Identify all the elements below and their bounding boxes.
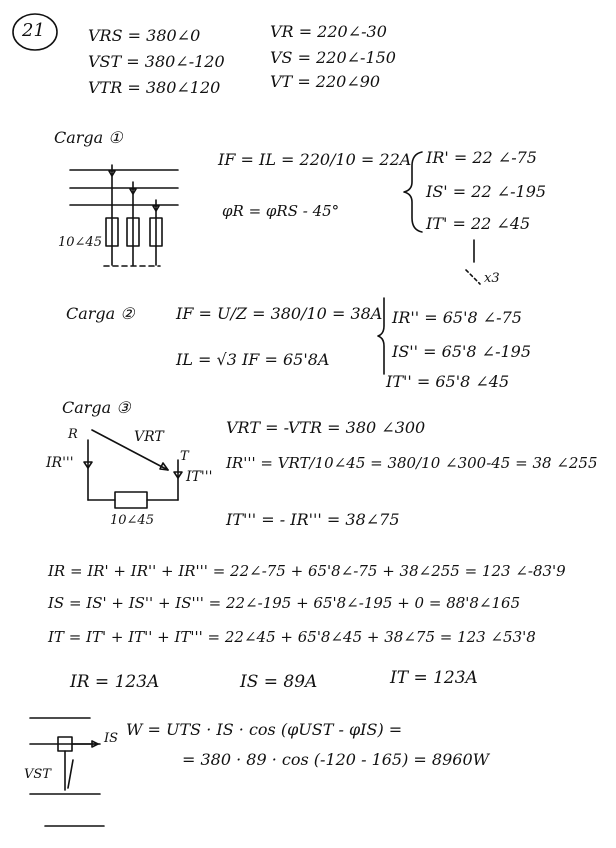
- carga3-eq-it: IT''' = - IR''' = 38∠75: [226, 510, 400, 529]
- problem-number: 21: [22, 20, 45, 41]
- carga3-node-r: R: [68, 427, 78, 442]
- wattmeter-v-label: VST: [24, 767, 51, 782]
- phase-voltage-r: VR = 220∠-30: [270, 22, 387, 41]
- carga2-current-s: IS'' = 65'8 ∠-195: [392, 342, 532, 361]
- carga3-node-t: T: [180, 449, 189, 464]
- carga1-current-s: IS' = 22 ∠-195: [426, 182, 547, 201]
- carga1-eq-main: IF = IL = 220/10 = 22A: [218, 150, 412, 169]
- carga2-label: Carga ②: [66, 304, 135, 323]
- total-mag-s: IS = 89A: [240, 672, 318, 692]
- carga2-current-t: IT'' = 65'8 ∠45: [386, 372, 510, 391]
- wattmeter-is-label: IS: [104, 731, 119, 746]
- carga3-label: Carga ③: [62, 398, 131, 417]
- line-voltage-rs: VRS = 380∠0: [88, 26, 201, 45]
- total-current-s-eq: IS = IS' + IS'' + IS''' = 22∠-195 + 65'8∠-195 + 0 = 88'8∠165: [48, 594, 521, 612]
- carga3-circuit: [84, 430, 182, 508]
- carga1-impedance: 10∠45: [58, 235, 102, 250]
- carga1-note: x3: [484, 271, 500, 286]
- total-current-r-eq: IR = IR' + IR'' + IR''' = 22∠-75 + 65'8∠-75 + 38∠255 = 123 ∠-83'9: [48, 562, 566, 580]
- total-current-t-eq: IT = IT' + IT'' + IT''' = 22∠45 + 65'8∠45 + 38∠75 = 123 ∠53'8: [48, 628, 536, 646]
- carga2-eq-if: IF = U/Z = 380/10 = 38A: [176, 304, 383, 323]
- power-eq-line1: W = UTS · IS · cos (φUST - φIS) =: [126, 720, 403, 739]
- carga3-current-r-label: IR''': [46, 455, 74, 471]
- carga1-current-r: IR' = 22 ∠-75: [426, 148, 537, 167]
- carga2-eq-il: IL = √3 IF = 65'8A: [176, 350, 330, 369]
- line-voltage-tr: VTR = 380∠120: [88, 78, 221, 97]
- carga3-voltage-label: VRT: [134, 429, 164, 445]
- power-eq-line2: = 380 · 89 · cos (-120 - 165) = 8960W: [182, 750, 490, 769]
- carga2-current-r: IR'' = 65'8 ∠-75: [392, 308, 522, 327]
- carga3-eq-ir: IR''' = VRT/10∠45 = 380/10 ∠300-45 = 38 ∠255: [226, 454, 598, 472]
- carga1-circuit: [70, 165, 178, 266]
- carga1-current-t: IT' = 22 ∠45: [426, 214, 531, 233]
- carga1-label: Carga ①: [54, 128, 123, 147]
- phase-voltage-t: VT = 220∠90: [270, 72, 381, 91]
- line-voltage-st: VST = 380∠-120: [88, 52, 225, 71]
- total-mag-r: IR = 123A: [70, 672, 160, 692]
- carga3-current-t-label: IT''': [186, 469, 213, 485]
- carga3-impedance: 10∠45: [110, 513, 154, 528]
- carga1-eq-phi: φR = φRS - 45°: [222, 202, 340, 220]
- carga3-eq-v: VRT = -VTR = 380 ∠300: [226, 418, 426, 437]
- total-mag-t: IT = 123A: [390, 668, 478, 688]
- phase-voltage-s: VS = 220∠-150: [270, 48, 396, 67]
- wattmeter-sketch: [30, 718, 100, 794]
